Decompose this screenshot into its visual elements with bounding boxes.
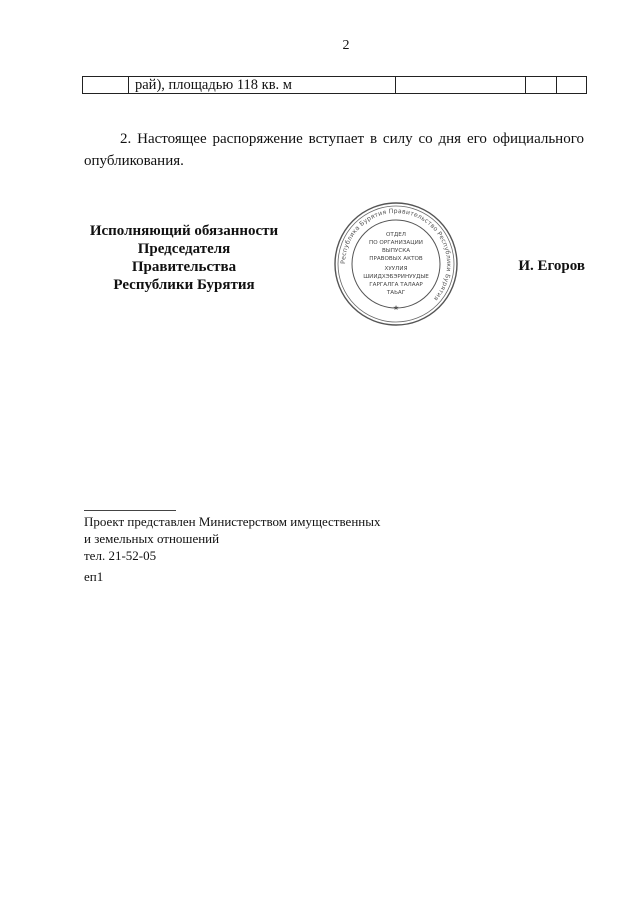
seal-center-line: ШИИДХЭБЭРИНУУДЫЕ [363, 274, 429, 280]
effective-date-paragraph: 2. Настоящее распоряжение вступает в силу со дня его официального опубликования. [84, 131, 584, 169]
seal-center-line: ГАРГАЛГА ТАЛААР [369, 282, 423, 288]
footnote-line: и земельных отношений [84, 531, 220, 546]
seal-center-line: ВЫПУСКА [381, 248, 411, 254]
continued-table [82, 76, 587, 94]
signer-title-line: Исполняющий обязанности [89, 223, 279, 239]
seal-ring-text: Республика Бурятия Правительство Республики Бурятия [339, 207, 453, 302]
signer-title-line: Республики Бурятия [113, 277, 255, 293]
footnote [84, 513, 380, 564]
footnote-line: Проект представлен Министерством имущественных [84, 514, 381, 529]
seal-center-line: ПО ОРГАНИЗАЦИИ [369, 240, 423, 246]
seal-center-line: ТАЬАГ [386, 290, 406, 296]
table-cell-empty [557, 77, 587, 94]
footnote-line: тел. 21-52-05 [84, 548, 157, 563]
table-cell-empty [83, 77, 129, 94]
page-number: 2 [342, 38, 350, 53]
table-row [83, 77, 587, 94]
official-seal-stamp [332, 200, 460, 328]
footnote-divider [84, 510, 176, 511]
document-code: еп1 [84, 569, 104, 584]
table-cell-empty [396, 77, 526, 94]
table-cell-description: рай), площадью 118 кв. м [129, 77, 396, 94]
seal-star-icon: ★ [392, 304, 400, 312]
seal-center-line: ОТДЕЛ [386, 232, 406, 238]
signer-name: И. Егоров [518, 258, 585, 274]
seal-center-line: ПРАВОВЫХ АКТОВ [369, 256, 423, 262]
table-cell-empty [526, 77, 557, 94]
seal-center-line: ХУУЛИЯ [384, 266, 408, 272]
signer-title-line: Председателя Правительства [131, 241, 237, 275]
signer-title [84, 222, 284, 294]
